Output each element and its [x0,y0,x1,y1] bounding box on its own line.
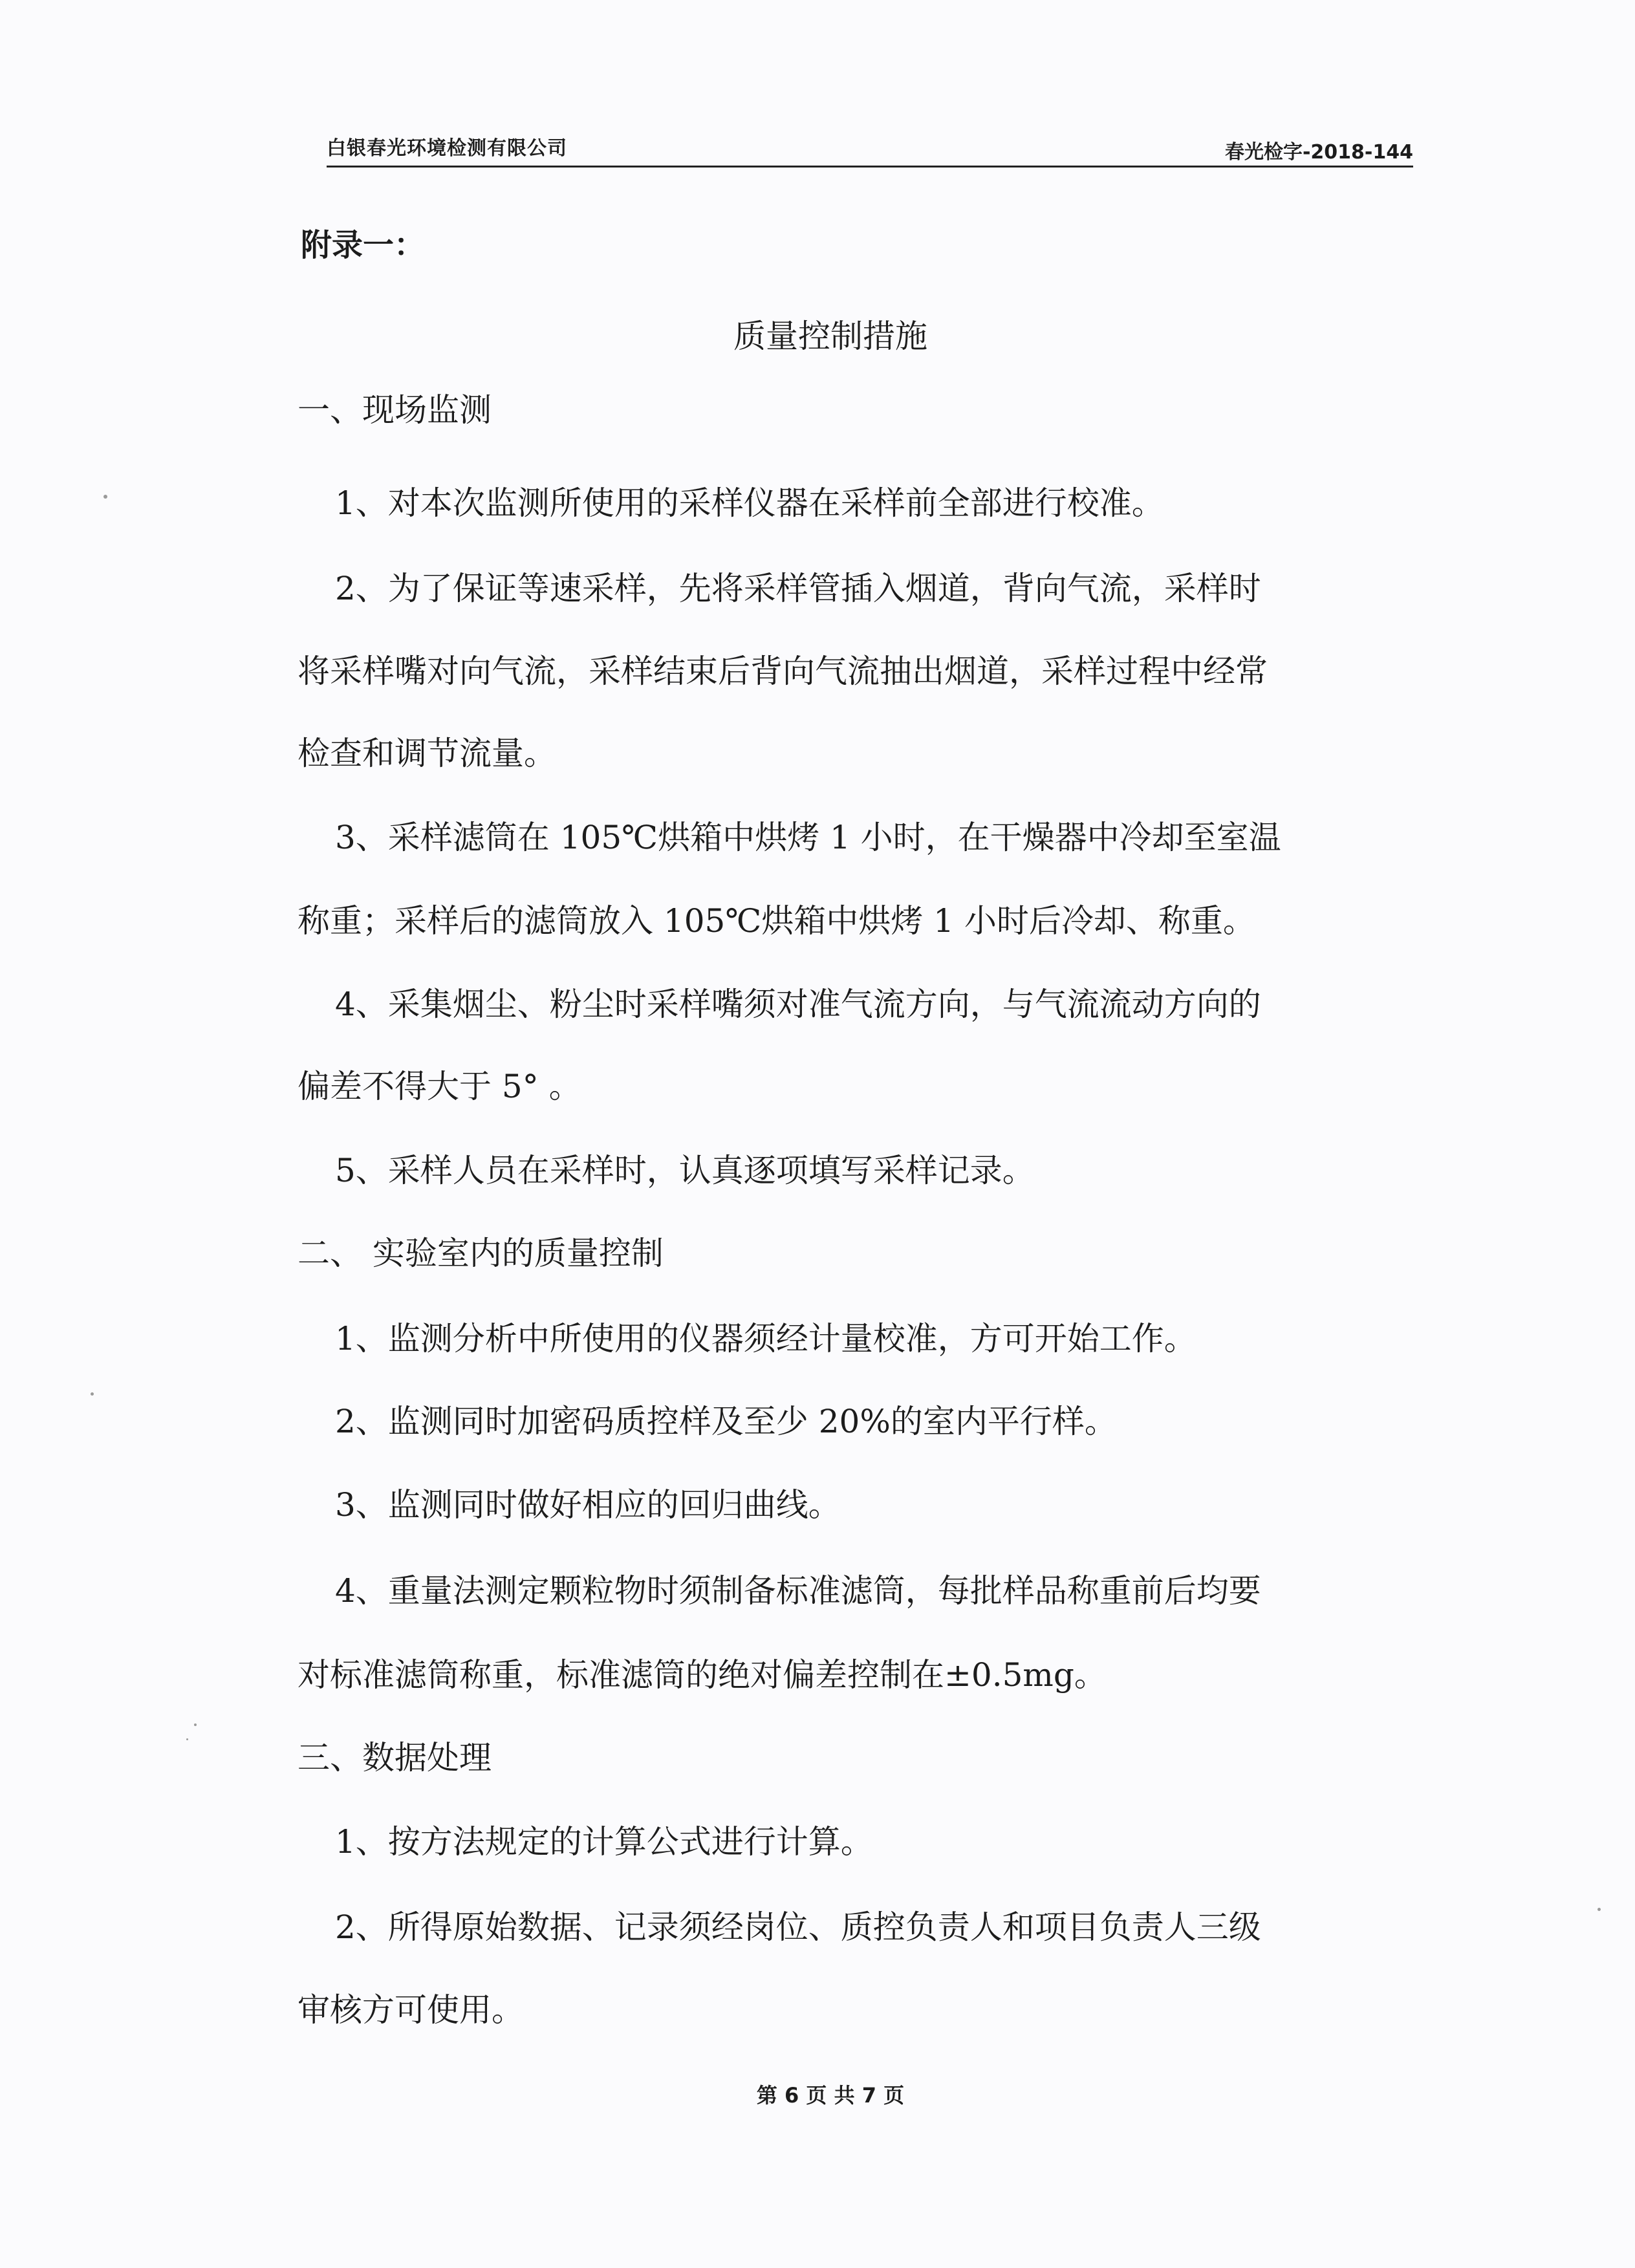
paragraph-line: 检查和调节流量。 [298,735,556,772]
page-header [327,123,1413,167]
section-heading-data-processing: 三、数据处理 [298,1739,492,1777]
paragraph-line: 3、采样滤筒在 105℃烘箱中烘烤 1 小时，在干燥器中冷却至室温 [335,819,1281,856]
section-heading-lab-quality-control: 二、 实验室内的质量控制 [298,1235,664,1272]
paragraph-line: 1、监测分析中所使用的仪器须经计量校准，方可开始工作。 [335,1320,1196,1357]
paragraph-line: 称重；采样后的滤筒放入 105℃烘箱中烘烤 1 小时后冷却、称重。 [298,902,1255,940]
paragraph-line: 2、为了保证等速采样，先将采样管插入烟道，背向气流，采样时 [335,570,1261,607]
paragraph-line: 3、监测同时做好相应的回归曲线。 [335,1486,841,1524]
scan-speck [194,1723,197,1726]
paragraph-line: 将采样嘴对向气流，采样结束后背向气流抽出烟道，采样过程中经常 [298,653,1268,690]
scan-speck [91,1392,94,1396]
paragraph-line: 2、监测同时加密码质控样及至少 20%的室内平行样。 [335,1403,1117,1440]
document-title: 质量控制措施 [733,318,927,355]
paragraph-line: 2、所得原始数据、记录须经岗位、质控负责人和项目负责人三级 [335,1908,1261,1946]
scan-speck [186,1738,188,1740]
paragraph-line: 审核方可使用。 [298,1991,524,2029]
paragraph-line: 1、对本次监测所使用的采样仪器在采样前全部进行校准。 [335,484,1164,522]
paragraph-line: 1、按方法规定的计算公式进行计算。 [335,1823,873,1861]
scan-speck [103,495,107,499]
paragraph-line: 5、采样人员在采样时，认真逐项填写采样记录。 [335,1152,1035,1189]
company-name: 白银春光环境检测有限公司 [327,137,567,160]
paragraph-line: 4、重量法测定颗粒物时须制备标准滤筒，每批样品称重前后均要 [335,1572,1261,1610]
report-number: 春光检字-2018-144 [1224,141,1413,164]
page-number-footer: 第 6 页 共 7 页 [756,2083,905,2108]
paragraph-line: 偏差不得大于 5° 。 [298,1068,581,1105]
appendix-title: 附录一： [301,227,426,263]
scan-speck [1597,1908,1601,1911]
paragraph-line: 4、采集烟尘、粉尘时采样嘴须对准气流方向，与气流流动方向的 [335,986,1261,1023]
paragraph-line: 对标准滤筒称重，标准滤筒的绝对偏差控制在±0.5mg。 [298,1656,1107,1694]
section-heading-field-monitoring: 一、现场监测 [298,391,492,429]
